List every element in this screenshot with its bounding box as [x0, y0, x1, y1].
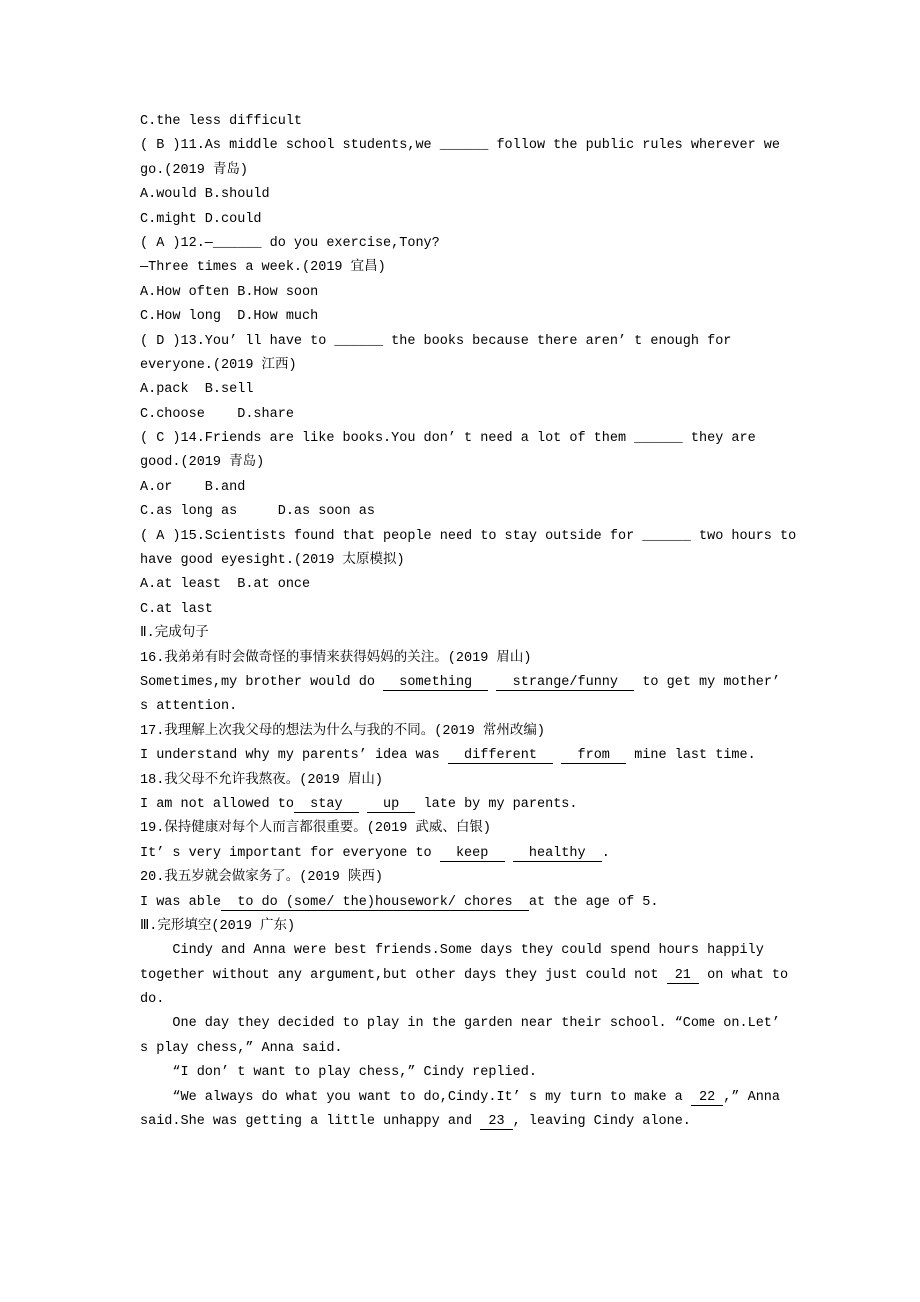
- text-segment: Ⅲ.完形填空(2019 广东): [140, 918, 296, 934]
- answer-underline: 22: [690, 1089, 724, 1105]
- text-segment: Sometimes,my brother would do: [140, 674, 384, 690]
- answer-underline: strange/funny: [496, 674, 635, 690]
- text-line: [140, 549, 810, 573]
- text-segment: have good eyesight.(2019 太原模拟): [140, 553, 405, 569]
- text-line: [140, 720, 810, 744]
- text-segment: 16.我弟弟有时会做奇怪的事情来获得妈妈的关注。(2019 眉山): [140, 650, 532, 666]
- text-segment: everyone.(2019 江西): [140, 357, 297, 373]
- text-line: [140, 988, 810, 1012]
- text-segment: A.pack B.sell: [140, 382, 254, 398]
- text-line: [140, 110, 810, 134]
- text-line: [140, 671, 810, 695]
- text-segment: late by my parents.: [415, 796, 578, 812]
- answer-underline: from: [561, 748, 627, 764]
- answer-underline: 21: [666, 967, 699, 983]
- text-line: [140, 891, 810, 915]
- text-segment: A.at least B.at once: [140, 577, 311, 593]
- text-line: [140, 744, 810, 768]
- text-segment: ( D )13.You’ ll have to ______ the books because there aren’ t enough for: [140, 333, 732, 349]
- text-line: [140, 939, 810, 963]
- text-segment: A.How often B.How soon: [140, 284, 319, 300]
- answer-underline: something: [383, 674, 489, 690]
- text-line: [140, 769, 810, 793]
- text-segment: I am not allowed to: [140, 796, 294, 812]
- text-line: [140, 647, 810, 671]
- text-segment: [505, 846, 513, 861]
- answer-underline: up: [366, 796, 416, 812]
- text-line: [140, 232, 810, 256]
- answer-underline: stay: [293, 796, 359, 812]
- text-segment: 20.我五岁就会做家务了。(2019 陕西): [140, 870, 384, 886]
- text-segment: It’ s very important for everyone to: [140, 845, 440, 861]
- text-segment: One day they decided to play in the garden near their school. “Come on.Let’: [140, 1016, 781, 1032]
- text-segment: “I don’ t want to play chess,” Cindy replied.: [140, 1065, 537, 1081]
- text-segment: 18.我父母不允许我熬夜。(2019 眉山): [140, 772, 384, 788]
- text-segment: ( B )11.As middle school students,we ______ follow the public rules wherever we: [140, 138, 781, 154]
- text-line: [140, 1061, 810, 1085]
- text-line: [140, 573, 810, 597]
- text-line: [140, 427, 810, 451]
- text-line: [140, 695, 810, 719]
- text-line: [140, 817, 810, 841]
- text-segment: at the age of 5.: [528, 894, 659, 910]
- text-segment: [359, 797, 367, 812]
- answer-underline: different: [447, 748, 554, 764]
- text-segment: C.at last: [140, 601, 213, 617]
- text-line: [140, 500, 810, 524]
- text-segment: 19.保持健康对每个人而言都很重要。(2019 武威、白银): [140, 821, 492, 837]
- text-line: [140, 305, 810, 329]
- text-line: [140, 134, 810, 158]
- text-segment: C.choose D.share: [140, 406, 294, 422]
- answer-underline: to do (some/ the)housework/ chores: [221, 894, 529, 910]
- text-line: [140, 793, 810, 817]
- text-line: [140, 1110, 810, 1134]
- text-segment: A.or B.and: [140, 479, 246, 495]
- text-segment: Cindy and Anna were best friends.Some days they could spend hours happily: [140, 943, 764, 959]
- text-line: [140, 354, 810, 378]
- text-segment: A.would B.should: [140, 187, 270, 203]
- text-line: [140, 378, 810, 402]
- text-line: [140, 842, 810, 866]
- text-segment: mine last time.: [626, 748, 756, 764]
- answer-underline: keep: [439, 845, 505, 861]
- text-segment: do.: [140, 992, 165, 1008]
- text-line: [140, 1037, 810, 1061]
- answer-underline: 23: [480, 1114, 513, 1130]
- text-segment: C.might D.could: [140, 211, 262, 227]
- text-line: [140, 256, 810, 280]
- text-segment: .: [601, 845, 610, 861]
- text-line: [140, 208, 810, 232]
- text-segment: C.the less difficult: [140, 114, 303, 129]
- text-segment: I was able: [140, 894, 222, 910]
- text-segment: C.How long D.How much: [140, 309, 319, 325]
- text-segment: on what to: [699, 967, 789, 983]
- text-segment: I understand why my parents’ idea was: [140, 748, 448, 764]
- text-line: [140, 915, 810, 939]
- text-segment: 17.我理解上次我父母的想法为什么与我的不同。(2019 常州改编): [140, 723, 546, 739]
- text-line: [140, 866, 810, 890]
- text-segment: Ⅱ.完成句子: [140, 626, 209, 642]
- text-segment: together without any argument,but other days they just could not: [140, 967, 667, 983]
- text-segment: —Three times a week.(2019 宜昌): [140, 260, 386, 276]
- text-line: [140, 622, 810, 646]
- text-segment: C.as long as D.as soon as: [140, 504, 375, 520]
- text-segment: ( C )14.Friends are like books.You don’ t need a lot of them ______ they are: [140, 431, 756, 447]
- answer-underline: healthy: [512, 845, 602, 861]
- text-line: [140, 1086, 810, 1110]
- text-line: [140, 403, 810, 427]
- text-line: [140, 330, 810, 354]
- text-segment: to get my mother’: [634, 674, 781, 690]
- text-line: [140, 476, 810, 500]
- text-line: [140, 525, 810, 549]
- text-segment: ( A )15.Scientists found that people need to stay outside for ______ two hours to: [140, 528, 797, 544]
- document-lines: [140, 110, 810, 1134]
- text-line: [140, 183, 810, 207]
- text-line: [140, 281, 810, 305]
- text-segment: , leaving Cindy alone.: [512, 1114, 691, 1130]
- text-segment: ( A )12.—______ do you exercise,Tony?: [140, 235, 440, 251]
- text-segment: go.(2019 青岛): [140, 162, 249, 178]
- text-segment: good.(2019 青岛): [140, 455, 265, 471]
- text-segment: s play chess,” Anna said.: [140, 1040, 343, 1056]
- text-segment: “We always do what you want to do,Cindy.It’ s my turn to make a: [140, 1089, 691, 1105]
- text-segment: s attention.: [140, 699, 238, 715]
- text-segment: ,” Anna: [723, 1089, 781, 1105]
- text-line: [140, 159, 810, 183]
- text-segment: said.She was getting a little unhappy and: [140, 1114, 481, 1130]
- text-line: [140, 598, 810, 622]
- text-line: [140, 451, 810, 475]
- text-line: [140, 964, 810, 988]
- text-line: [140, 1012, 810, 1036]
